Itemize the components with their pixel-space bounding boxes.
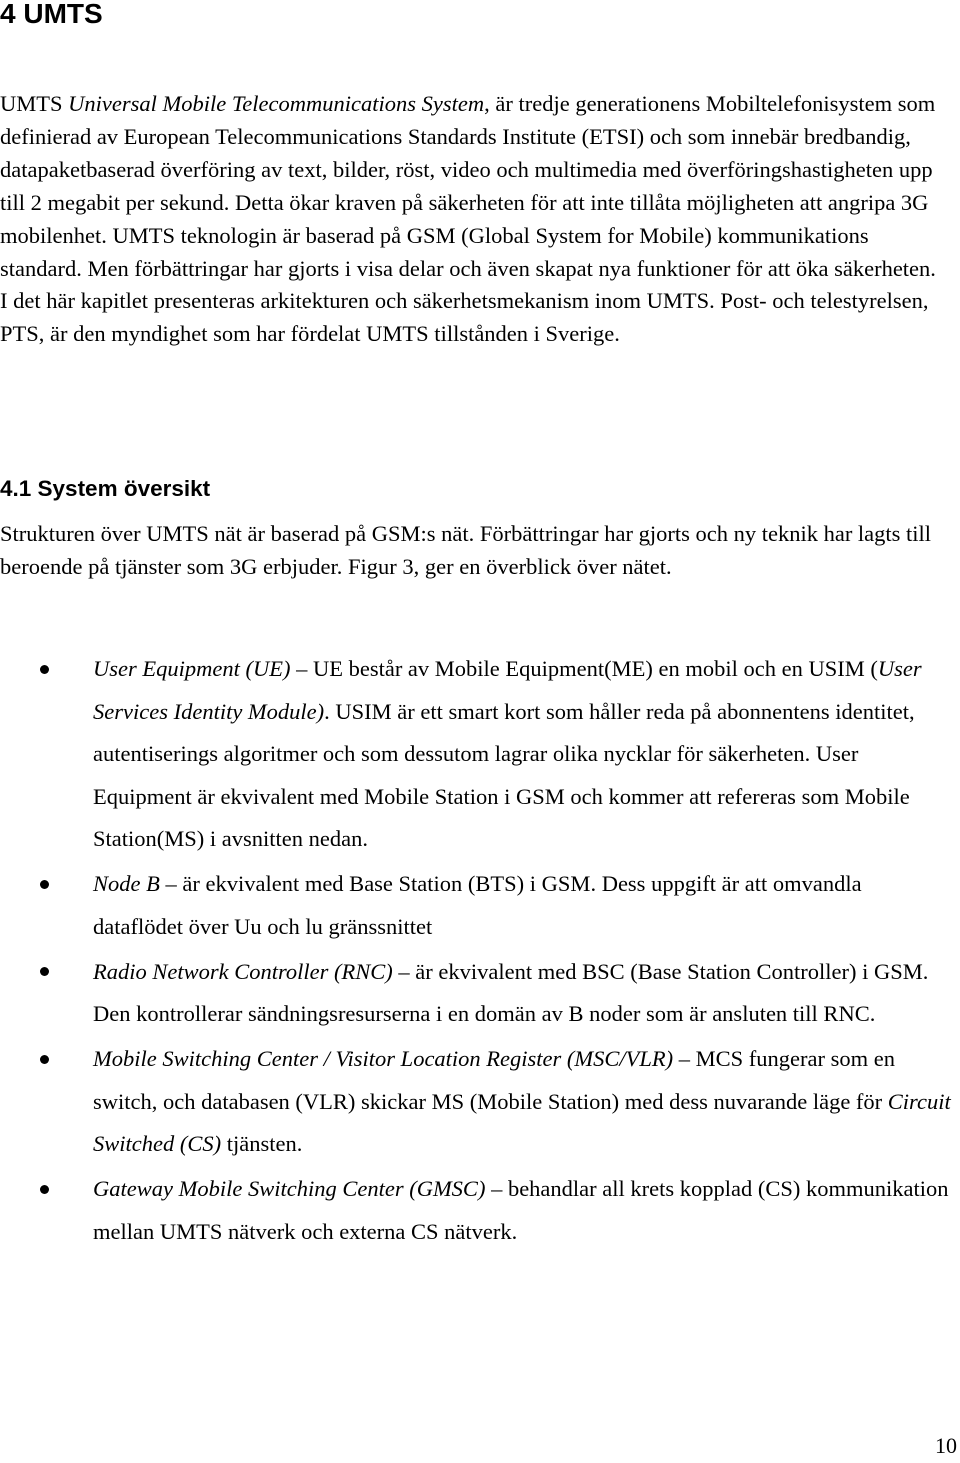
bullet-term: Radio Network Controller (RNC): [93, 958, 393, 984]
bullet-icon: [40, 967, 49, 976]
list-item-rnc: [0, 951, 955, 1036]
list-item-user-equipment: [0, 648, 955, 861]
bullet-icon: [40, 665, 49, 674]
bullet-term-secondary: User Services Identity Module): [93, 656, 922, 724]
bullet-term: User Equipment (UE): [93, 656, 291, 681]
list-item-node-b: [0, 863, 955, 948]
list-item-gmsc: [0, 1168, 955, 1253]
bullet-text: – är ekvivalent med Base Station (BTS) i GSM. Dess uppgift är att omvandla dataflödet över Uu och lu gränssnittet: [93, 871, 862, 939]
bullet-text-continued: . USIM är ett smart kort som håller reda på abonnentens identitet, autentiserings algoritmer och som dessutom lagrar olika nycklar för säkerheten. User Equipment är ekvivalent med Mobile Station i GSM och kommer att refereras som Mobile Station(MS) i avsnitten nedan.: [93, 698, 915, 851]
list-item-msc-vlr: [0, 1038, 955, 1166]
bullet-term: Mobile Switching Center / Visitor Location Register (MSC/VLR): [93, 1046, 674, 1071]
intro-term: Universal Mobile Telecommunications System: [68, 91, 485, 116]
bullet-icon: [40, 1185, 49, 1194]
bullet-icon: [40, 880, 49, 889]
bullet-icon: [40, 1055, 49, 1064]
intro-abbreviation: UMTS: [0, 91, 63, 116]
intro-paragraph: [0, 88, 940, 351]
bullet-text: – UE består av Mobile Equipment(ME) en mobil och en USIM (: [290, 656, 878, 681]
bullet-text: – MCS fungerar som en switch, och databasen (VLR) skickar MS (Mobile Station) med dess nuvarande läge för: [93, 1046, 896, 1114]
page-number: 10: [935, 1433, 957, 1458]
section-title: 4.1 System översikt: [0, 476, 211, 501]
bullet-term: Node B: [93, 871, 160, 896]
section-paragraph: Strukturen över UMTS nät är baserad på GSM:s nät. Förbättringar har gjorts och ny teknik har lagts till beroende på tjänster som 3G erbjuder. Figur 3, ger en överblick över nätet.: [0, 521, 932, 579]
intro-text: , är tredje generationens Mobiltelefonisystem som definierad av European Telecommunications Standards Institute (ETSI) och som innebär bredbandig, datapaketbaserad överföring av text, bilder, röst, video och multimedia med överföringshastigheten upp till 2 megabit per sekund. Detta ökar kraven på säkerheten för att inte tillåta möjligheten att angripa 3G mobilenhet. UMTS teknologin är baserad på GSM (Global System for Mobile) kommunikations standard. Men förbättringar har gjorts i visa delar och även skapat nya funktioner för att öka säkerheten. I det här kapitlet presenteras arkitekturen och säkerhetsmekanism inom UMTS. Post- och telestyrelsen, PTS, är den myndighet som har fördelat UMTS tillstånden i Sverige.: [0, 91, 936, 347]
bullet-text: – är ekvivalent med BSC (Base Station Controller) i GSM. Den kontrollerar sändningsresurserna i en domän av B noder som är ansluten till RNC.: [93, 958, 929, 1026]
bullet-text-continued: tjänsten.: [221, 1131, 303, 1156]
component-list: [0, 648, 960, 1256]
chapter-title: 4 UMTS: [0, 0, 103, 29]
bullet-text: – behandlar all krets kopplad (CS) kommunikation mellan UMTS nätverk och externa CS nätverk.: [93, 1176, 949, 1244]
bullet-term: Gateway Mobile Switching Center (GMSC): [93, 1176, 486, 1201]
bullet-term-secondary: Circuit Switched (CS): [93, 1088, 951, 1156]
